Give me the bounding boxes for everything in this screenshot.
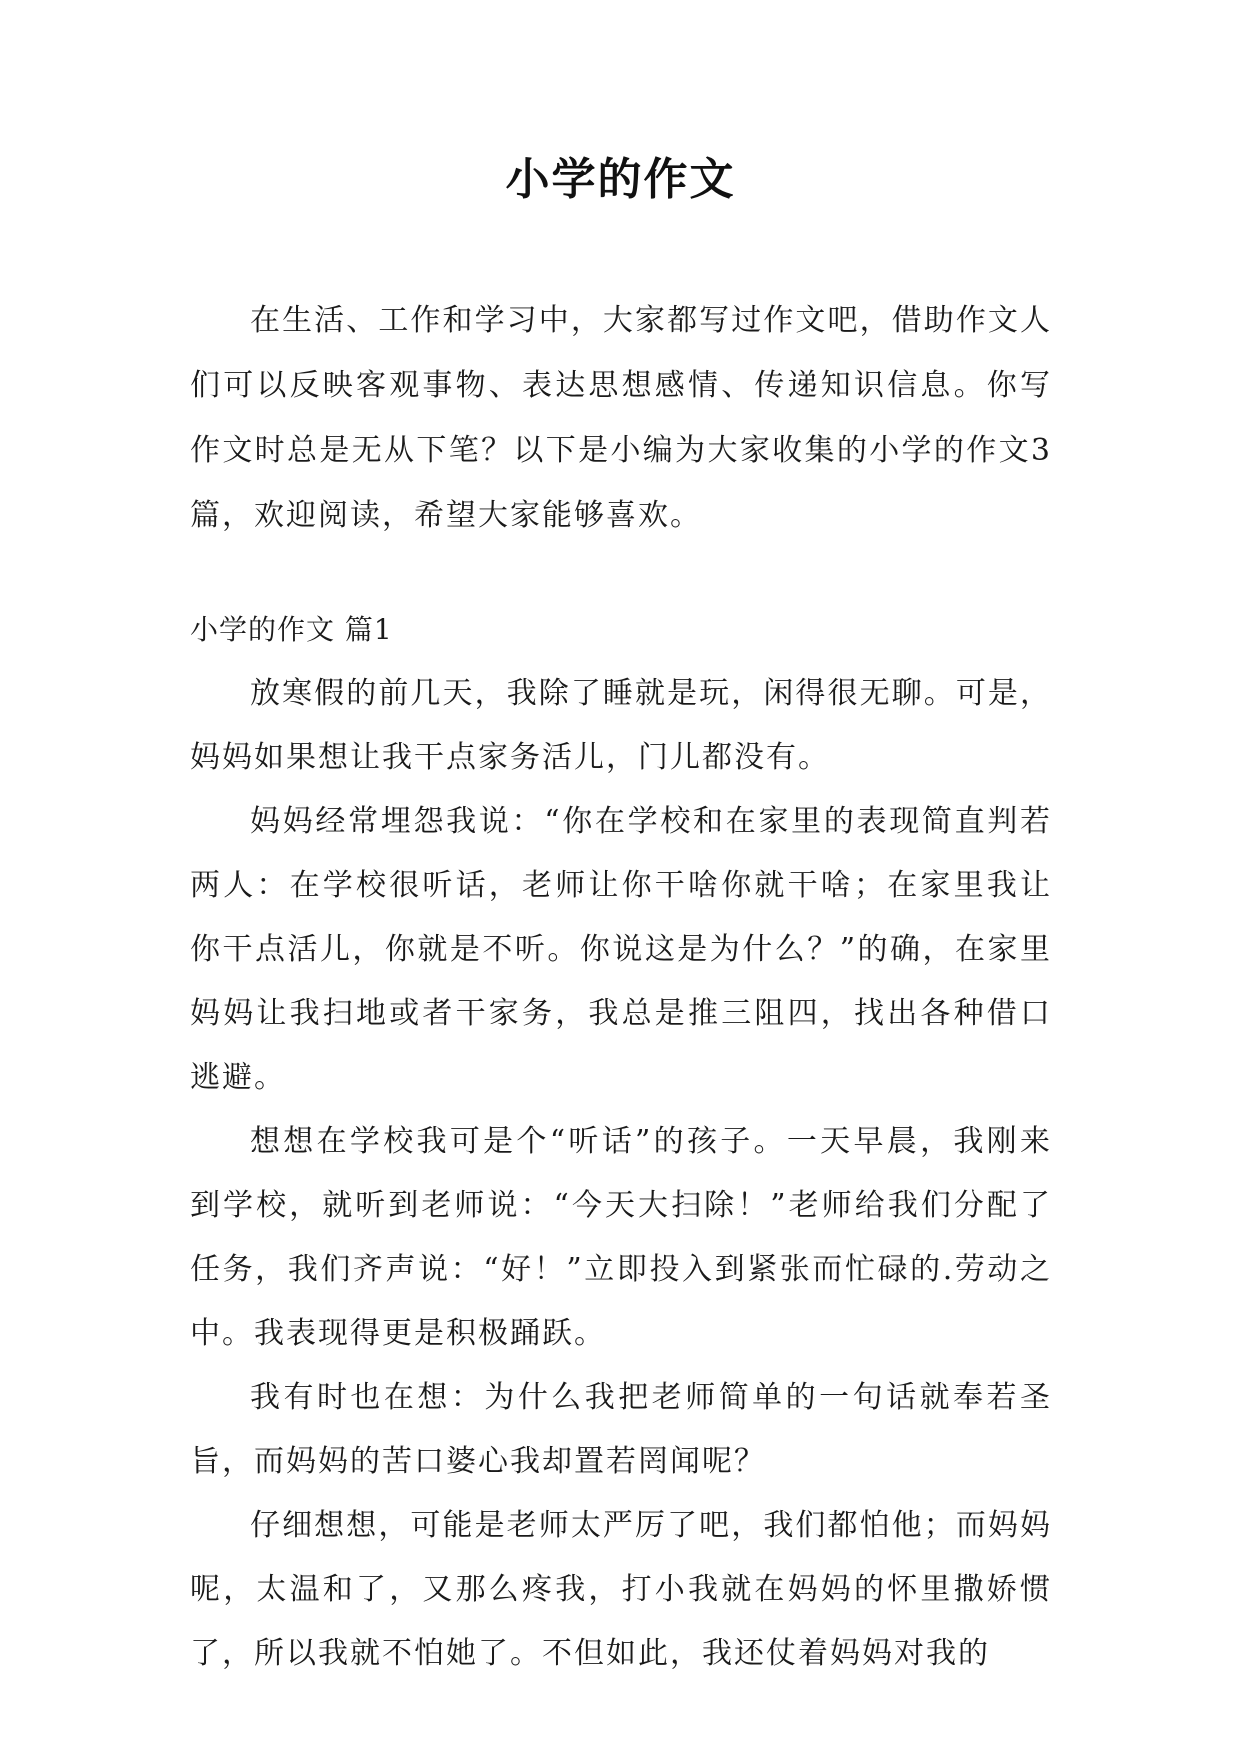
document-title: 小学的作文 bbox=[505, 154, 736, 205]
intro-paragraph: 在生活、工作和学习中，大家都写过作文吧，借助作文人们可以反映客观事物、表达思想感情、传递知识信息。你写作文时总是无从下笔？以下是小编为大家收集的小学的作文3篇，欢迎阅读，希望大家能够喜欢。 bbox=[190, 303, 1052, 533]
body-paragraph: 仔细想想，可能是老师太严厉了吧，我们都怕他；而妈妈呢，太温和了，又那么疼我，打小我就在妈妈的怀里撒娇惯了，所以我就不怕她了。不但如此，我还仗着妈妈对我的 bbox=[190, 1508, 1052, 1671]
section-heading: 小学的作文 篇1 bbox=[190, 613, 393, 646]
document-body bbox=[190, 288, 1052, 1686]
body-paragraph: 我有时也在想：为什么我把老师简单的一句话就奉若圣旨，而妈妈的苦口婆心我却置若罔闻呢？ bbox=[190, 1380, 1052, 1479]
body-paragraph: 妈妈经常埋怨我说：“你在学校和在家里的表现简直判若两人：在学校很听话，老师让你干啥你就干啥；在家里我让你干点活儿，你就是不听。你说这是为什么？”的确，在家里妈妈让我扫地或者干家务，我总是推三阻四，找出各种借口逃避。 bbox=[190, 804, 1052, 1095]
body-paragraph: 放寒假的前几天，我除了睡就是玩，闲得很无聊。可是，妈妈如果想让我干点家务活儿，门儿都没有。 bbox=[190, 676, 1052, 775]
body-paragraph: 想想在学校我可是个“听话”的孩子。一天早晨，我刚来到学校，就听到老师说：“今天大扫除！”老师给我们分配了任务，我们齐声说：“好！”立即投入到紧张而忙碌的.劳动之中。我表现得更是积极踊跃。 bbox=[190, 1124, 1052, 1351]
